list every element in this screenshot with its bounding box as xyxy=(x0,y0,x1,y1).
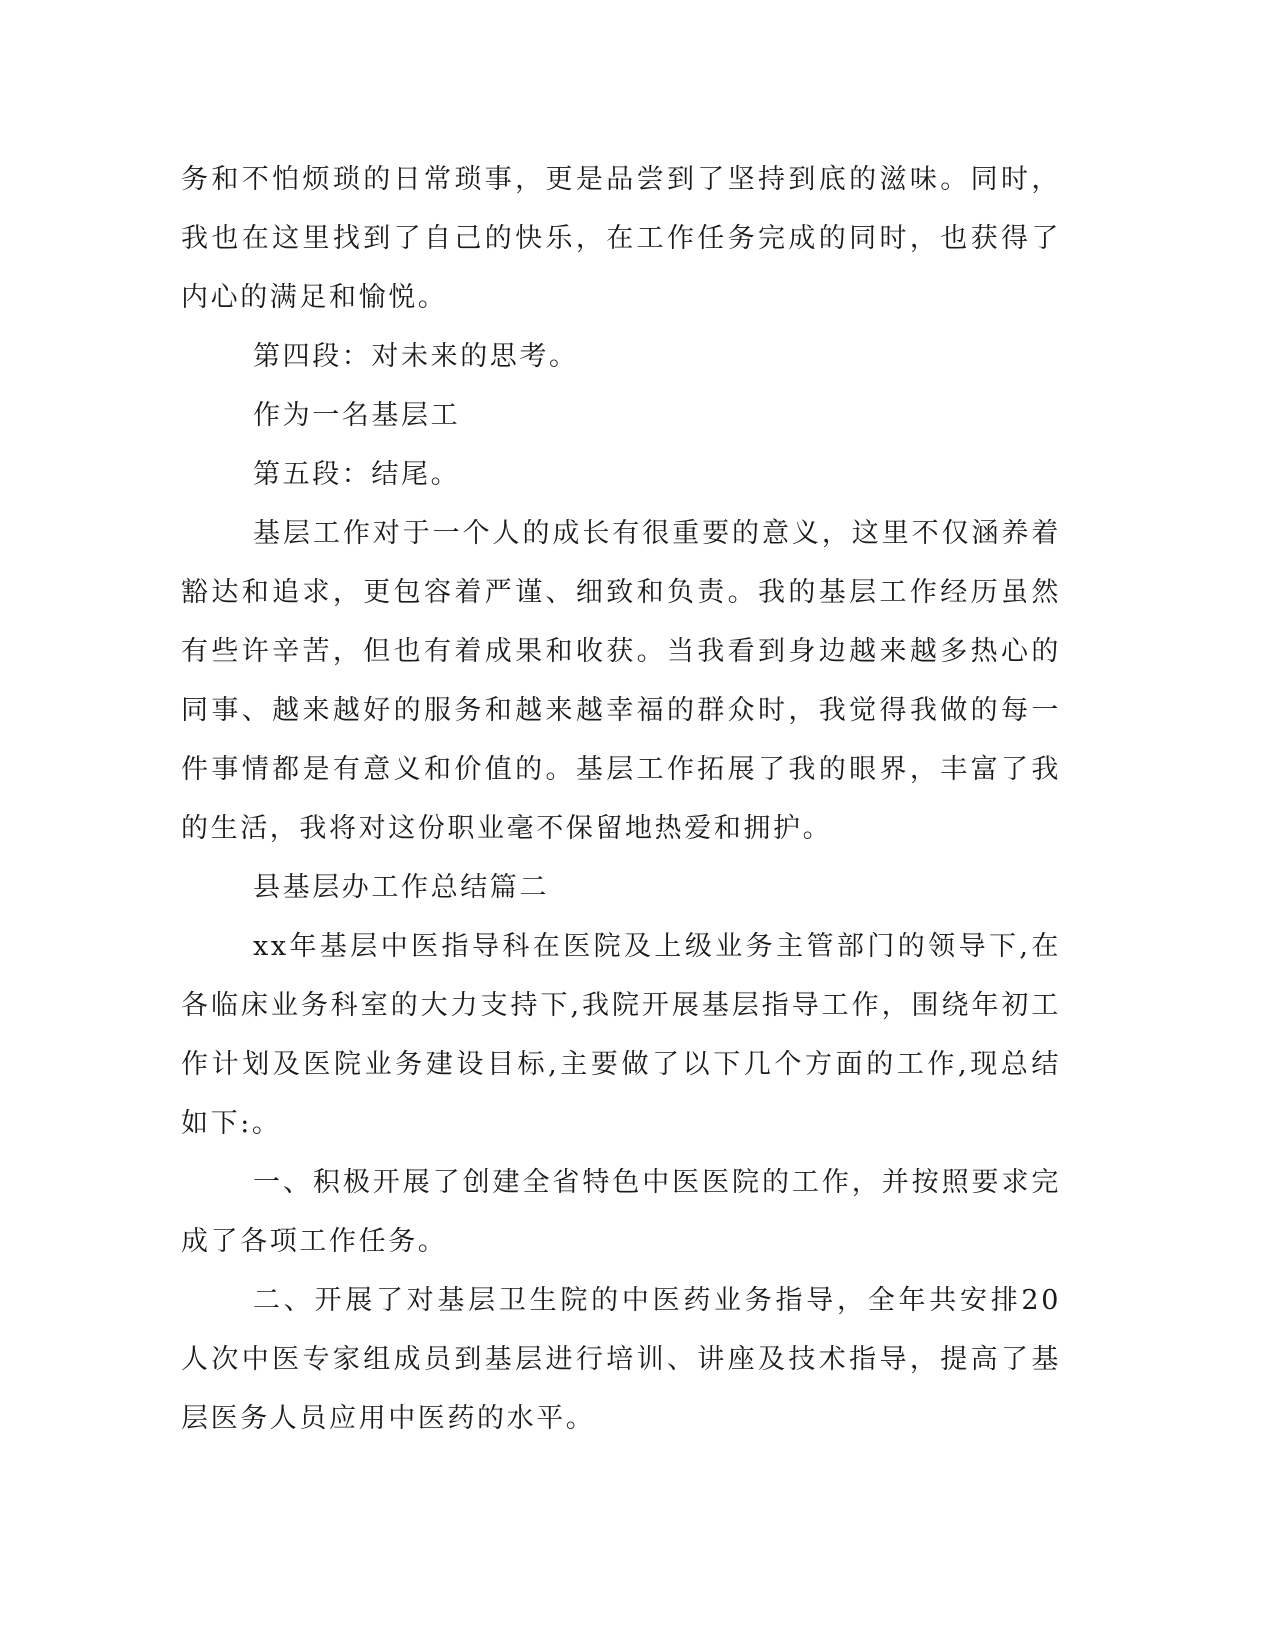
paragraph-item-two: 二、开展了对基层卫生院的中医药业务指导，全年共安排20人次中医专家组成员到基层进行培训、讲座及技术指导，提高了基层医务人员应用中医药的水平。 xyxy=(181,1285,1061,1434)
document-body xyxy=(181,150,1061,1448)
heading-section-five: 第五段：结尾。 xyxy=(253,459,461,490)
article-title-part-two: 县基层办工作总结篇二 xyxy=(253,872,549,903)
paragraph-item-one: 一、积极开展了创建全省特色中医医院的工作，并按照要求完成了各项工作任务。 xyxy=(181,1167,1061,1257)
heading-section-four: 第四段：对未来的思考。 xyxy=(253,341,579,372)
paragraph-fragment: 作为一名基层工 xyxy=(253,400,461,431)
paragraph-conclusion: 基层工作对于一个人的成长有很重要的意义，这里不仅涵养着豁达和追求，更包容着严谨、细致和负责。我的基层工作经历虽然有些许辛苦，但也有着成果和收获。当我看到身边越来越多热心的同事、越来越好的服务和越来越幸福的群众时，我觉得我做的每一件事情都是有意义和价值的。基层工作拓展了我的眼界，丰富了我的生活，我将对这份职业毫不保留地热爱和拥护。 xyxy=(181,518,1061,844)
paragraph-continuation: 务和不怕烦琐的日常琐事，更是品尝到了坚持到底的滋味。同时，我也在这里找到了自己的快乐，在工作任务完成的同时，也获得了内心的满足和愉悦。 xyxy=(181,164,1061,313)
paragraph-intro: xx年基层中医指导科在医院及上级业务主管部门的领导下,在各临床业务科室的大力支持下,我院开展基层指导工作，围绕年初工作计划及医院业务建设目标,主要做了以下几个方面的工作,现总结如下:。 xyxy=(181,931,1061,1139)
